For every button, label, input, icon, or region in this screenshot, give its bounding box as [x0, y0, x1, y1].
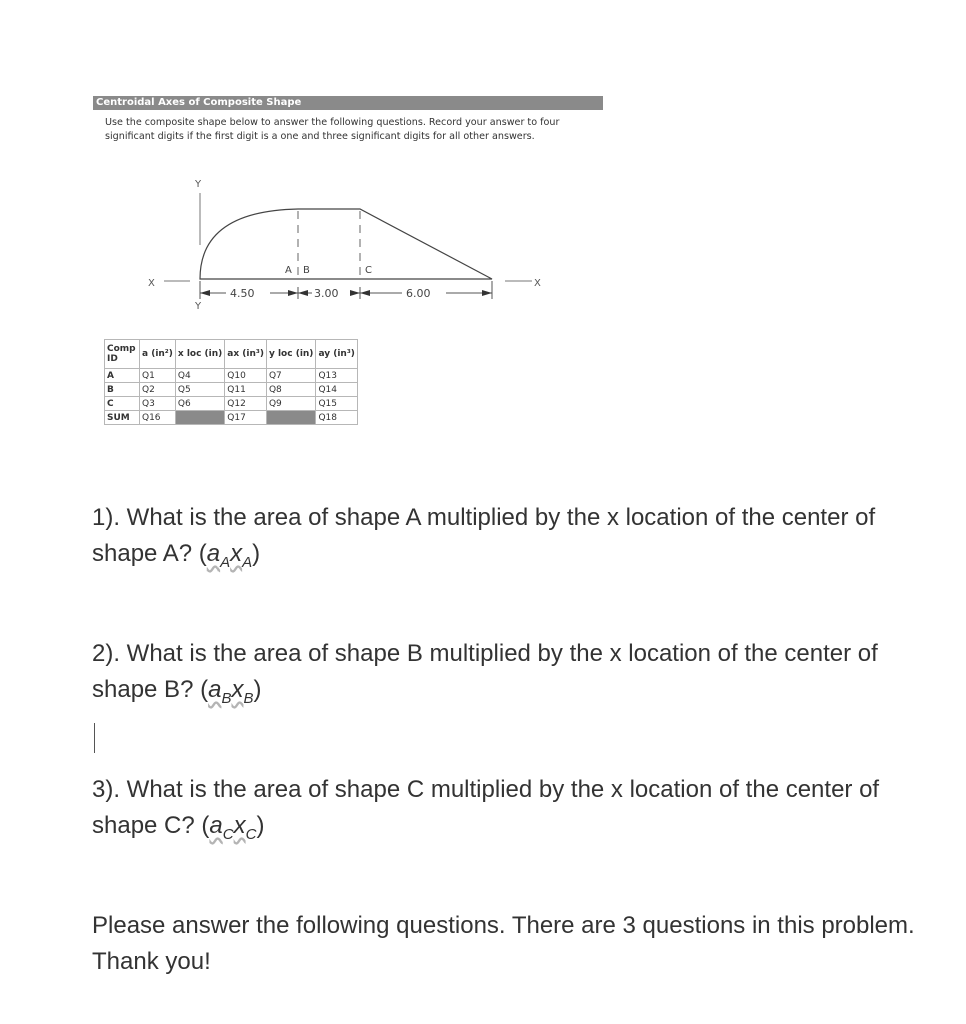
y-axis-label-top: Y — [195, 179, 202, 190]
x-axis-label-left: X — [148, 278, 155, 289]
shape-outline — [200, 209, 492, 279]
cell-ax-sum: Q17 — [225, 411, 267, 425]
question-1: 1). What is the area of shape A multiplied by the x location of the center of shape A? $(a_Ax_A)$ — [92, 504, 876, 571]
cell-ay: Q13 — [316, 369, 357, 383]
cell-y-loc: Q8 — [266, 383, 315, 397]
cell-y-loc: Q7 — [266, 369, 315, 383]
col-header-x-loc: x loc (in) — [175, 340, 224, 369]
dimension-a: 4.50 — [230, 287, 255, 300]
col-header-y-loc: y loc (in) — [266, 340, 315, 369]
label-c: C — [365, 265, 372, 276]
cell-ay: Q15 — [316, 397, 357, 411]
cell-ay: Q14 — [316, 383, 357, 397]
table-row — [105, 397, 358, 411]
table-row — [105, 383, 358, 397]
table-row-sum — [105, 411, 358, 425]
question-variable: $a_Bx_B$ — [208, 676, 254, 707]
cell-shaded — [175, 411, 224, 425]
cell-area: Q3 — [140, 397, 176, 411]
section-header: Centroidal Axes of Composite Shape — [93, 96, 603, 110]
y-axis-label-bottom: Y — [195, 301, 202, 312]
composite-shape-diagram — [140, 175, 560, 315]
cell-x-loc: Q6 — [175, 397, 224, 411]
col-header-ax: ax (in³) — [225, 340, 267, 369]
cell-y-loc: Q9 — [266, 397, 315, 411]
cell-ax: Q10 — [225, 369, 267, 383]
cell-ax: Q12 — [225, 397, 267, 411]
cell-ax: Q11 — [225, 383, 267, 397]
row-id: B — [105, 383, 140, 397]
cell-area: Q1 — [140, 369, 176, 383]
text-cursor — [94, 723, 95, 753]
centroid-table — [104, 339, 358, 425]
col-header-comp-id: Comp ID — [105, 340, 140, 369]
cell-ay-sum: Q18 — [316, 411, 357, 425]
x-axis-label-right: X — [534, 278, 541, 289]
cell-area: Q2 — [140, 383, 176, 397]
col-header-area: a (in²) — [140, 340, 176, 369]
label-a: A — [285, 265, 292, 276]
row-id: A — [105, 369, 140, 383]
row-id: C — [105, 397, 140, 411]
col-header-ay: ay (in³) — [316, 340, 357, 369]
question-3: 3). What is the area of shape C multiplied by the x location of the center of shape C? $(a_Cx_C)$ — [92, 776, 880, 843]
dimension-b: 3.00 — [314, 287, 339, 300]
row-id: SUM — [105, 411, 140, 425]
question-2: 2). What is the area of shape B multiplied by the x location of the center of shape B? $(a_Bx_B)$ — [92, 640, 878, 707]
cell-x-loc: Q5 — [175, 383, 224, 397]
instructions-text: Use the composite shape below to answer the following questions. Record your answer to four significant digits if the first digit is a one and three significant digits for all other answers. — [105, 117, 560, 142]
cell-shaded — [266, 411, 315, 425]
closing-text: Please answer the following questions. There are 3 questions in this problem. Thank you! — [92, 912, 915, 975]
dimension-c: 6.00 — [406, 287, 431, 300]
table-row — [105, 369, 358, 383]
cell-area-sum: Q16 — [140, 411, 176, 425]
cell-x-loc: Q4 — [175, 369, 224, 383]
question-text: 1). What is the area of shape A multiplied by the x location of the center of shape A? ( — [92, 504, 876, 567]
question-text: 2). What is the area of shape B multiplied by the x location of the center of shape B? ( — [92, 640, 878, 703]
question-variable: $a_Ax_A$ — [206, 540, 253, 571]
question-variable: $a_Cx_C$ — [209, 812, 257, 843]
question-text: 3). What is the area of shape C multiplied by the x location of the center of shape C? ( — [92, 776, 880, 839]
label-b: B — [303, 265, 310, 276]
